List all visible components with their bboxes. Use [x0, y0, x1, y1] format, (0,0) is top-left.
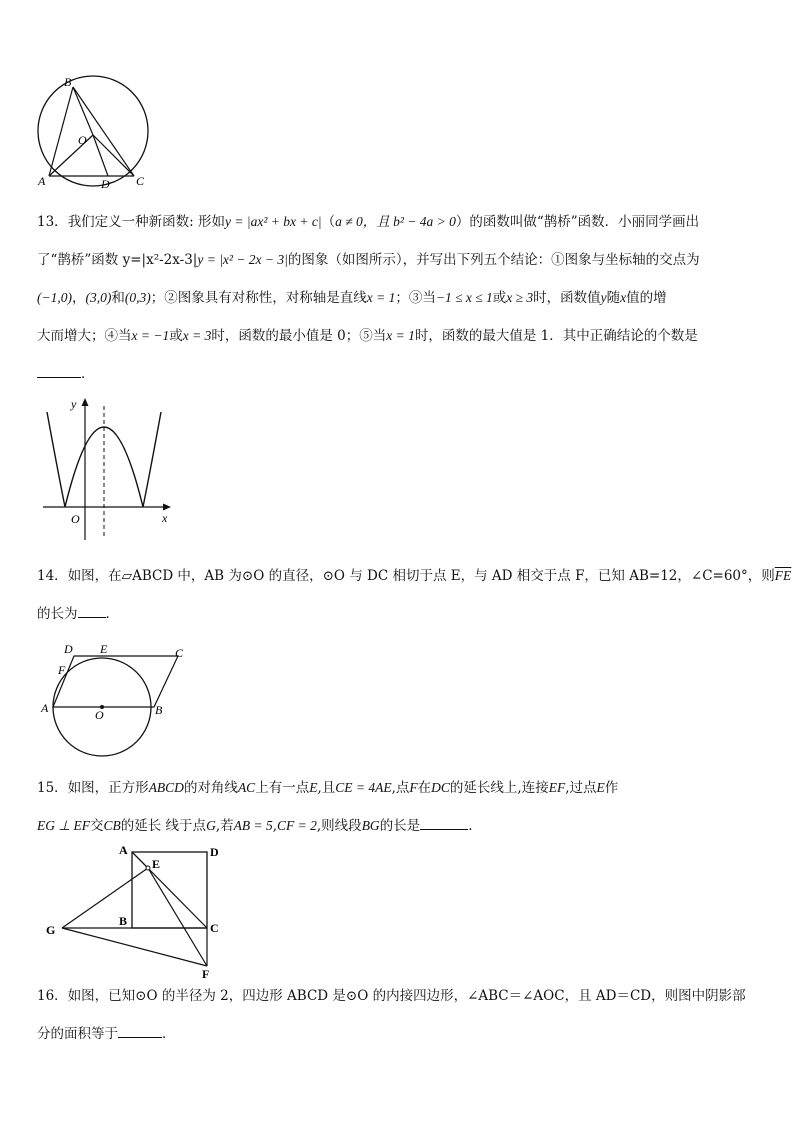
q13-condition: a ≠ 0，且 b² − 4a > 0	[335, 214, 456, 229]
q14-line-2: 的长为 ．	[37, 595, 759, 633]
q15-segment-ae	[132, 852, 148, 868]
q12-segment-ba	[49, 87, 73, 176]
q14-figure	[38, 640, 198, 760]
q14-label-e: E	[100, 642, 108, 656]
q15-answer-blank[interactable]	[420, 814, 468, 830]
q15-label-a: A	[119, 843, 128, 857]
q15-line-2: EG ⊥ EF交CB的延长 线于点G,若AB = 5,CF = 2,则线段BG的长是 .	[37, 807, 759, 845]
q15-line-1: 15．如图，正方形ABCD的对角线AC上有一点E,且CE = 4AE,点F在DC的延长线上,连接EF,过点E作	[37, 780, 619, 796]
q15-segment-ef	[148, 868, 207, 966]
q12-circle	[38, 76, 148, 186]
q12-label-c: C	[136, 174, 145, 188]
question-15	[37, 769, 759, 845]
q13-formula-specific: y = |x² − 2x − 3|	[197, 252, 288, 267]
question-13	[37, 203, 759, 393]
q12-label-d: D	[101, 177, 110, 191]
q14-parallelogram	[53, 656, 178, 707]
q12-label-a: A	[38, 174, 46, 188]
q13-y-axis-arrow	[82, 398, 89, 406]
q14-label-f: F	[58, 663, 66, 677]
q13-origin-label: O	[71, 512, 80, 526]
q15-point-e	[146, 866, 150, 870]
q13-line-4: 大而增大；④当x = −1或x = 3时，函数的最小值是 0；⑤当x = 1时，函数的最大值是 1．其中正确结论的个数是	[37, 328, 698, 344]
q16-line-1: 16．如图，已知⊙O 的半径为 2，四边形 ABCD 是⊙O 的内接四边形，∠ABC＝∠AOC，且 AD＝CD，则图中阴影部	[37, 988, 746, 1004]
q13-formula-general: y = |ax² + bx + c|	[225, 214, 322, 229]
q15-label-f: F	[202, 967, 210, 980]
q13-line-3: (−1,0)，(3,0)和(0,3)；②图象具有对称性，对称轴是直线x = 1；③当−1 ≤ x ≤ 1或x ≥ 3时，函数值y随x值的增	[37, 290, 667, 306]
q16-line-2: 分的面积等于 ．	[37, 1015, 759, 1053]
q15-label-b: B	[119, 914, 128, 928]
q14-label-o: O	[95, 708, 104, 722]
question-14	[37, 557, 792, 633]
q14-number: 14．	[37, 568, 68, 584]
q15-label-d: D	[210, 845, 219, 859]
q14-answer-blank[interactable]	[78, 602, 106, 618]
q14-arc-fe: $\overline{FE}$	[774, 568, 792, 583]
q14-line-1: 14．如图，在▱ABCD 中，AB 为⊙O 的直径，⊙O 与 DC 相切于点 E，与 AD 相交于点 F，已知 AB=12，∠C=60°，则$\overline{FE}$	[37, 568, 792, 584]
q13-y-label: y	[71, 397, 77, 411]
q12-segment-od	[93, 135, 108, 176]
q12-segment-oc	[93, 135, 134, 176]
q15-segment-eg	[62, 868, 148, 928]
q14-label-d: D	[64, 642, 73, 656]
q16-answer-blank[interactable]	[118, 1022, 162, 1038]
q13-x-axis-arrow	[163, 504, 171, 511]
q15-segment-gf	[62, 928, 207, 966]
q12-label-b: B	[64, 75, 72, 89]
q13-x-label: x	[162, 511, 168, 525]
q14-label-c: C	[175, 646, 184, 660]
question-16	[37, 977, 759, 1053]
q14-label-a: A	[41, 701, 49, 715]
q12-label-o: O	[78, 133, 87, 147]
q13-line-5: ．	[37, 355, 759, 393]
q13-graph	[35, 392, 175, 542]
q12-figure	[30, 75, 160, 195]
q15-label-e: E	[152, 857, 161, 871]
q15-figure	[40, 840, 230, 980]
q13-line-1: 13．我们定义一种新函数: 形如y = |ax² + bx + c|（a ≠ 0，且 b² − 4a > 0）的函数叫做“鹊桥”函数．小丽同学画出	[37, 214, 700, 230]
q15-label-g: G	[46, 923, 56, 937]
q15-label-c: C	[210, 921, 219, 935]
q14-label-b: B	[155, 703, 163, 717]
q13-answer-blank[interactable]	[37, 362, 81, 378]
q15-number: 15．	[37, 780, 68, 796]
q16-number: 16．	[37, 988, 68, 1004]
q13-line-2: 了“鹊桥”函数 y=|x²-2x-3|y = |x² − 2x − 3|的图象（如图所示），并写出下列五个结论：①图象与坐标轴的交点为	[37, 252, 700, 268]
q13-number: 13．	[37, 214, 68, 230]
